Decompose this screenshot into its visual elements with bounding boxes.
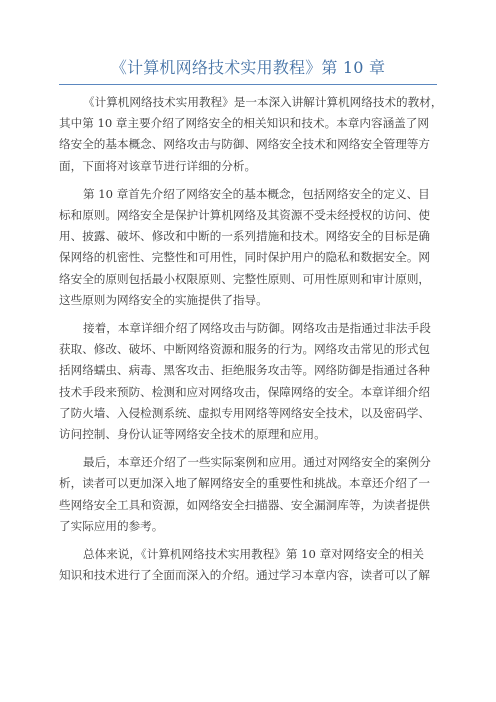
paragraph-line: 最后，本章还介绍了一些实际案例和应用。通过对网络安全的案例分 — [83, 455, 431, 470]
paragraph-line: 接着，本章详细介绍了网络攻击与防御。网络攻击是指通过非法手段 — [83, 321, 431, 336]
paragraph — [59, 544, 439, 586]
document-body — [59, 92, 443, 593]
paragraph-line: 络安全的原则包括最小权限原则、完整性原则、可用性原则和审计原则， — [59, 271, 431, 286]
paragraph — [59, 184, 439, 311]
paragraph-line: 《计算机网络技术实用教程》是一本深入讲解计算机网络技术的教材， — [83, 95, 443, 109]
paragraph-line: 了防火墙、入侵检测系统、虚拟专用网络等网络安全技术，以及密码学、 — [59, 405, 431, 420]
paragraph-line: 保网络的机密性、完整性和可用性，同时保护用户的隐私和数据安全。网 — [59, 250, 431, 265]
paragraph-line: 括网络蠕虫、病毒、黑客攻击、拒绝服务攻击等。网络防御是指通过各种 — [59, 363, 431, 378]
paragraph — [59, 318, 439, 445]
paragraph-line: 第 10 章首先介绍了网络安全的基本概念，包括网络安全的定义、目 — [83, 186, 430, 201]
paragraph-line: 这些原则为网络安全的实施提供了指导。 — [59, 292, 268, 307]
paragraph-line: 面，下面将对该章节进行详细的分析。 — [59, 158, 257, 173]
paragraph-line: 技术手段来预防、检测和应对网络攻击，保障网络的安全。本章详细介绍 — [59, 384, 431, 399]
paragraph-line: 络安全的基本概念、网络攻击与防御、网络安全技术和网络安全管理等方 — [59, 137, 431, 152]
paragraph — [59, 92, 443, 177]
title-underline — [59, 84, 437, 85]
paragraph-line: 访问控制、身份认证等网络安全技术的原理和应用。 — [59, 427, 326, 442]
document-title: 《计算机网络技术实用教程》第 10 章 — [110, 58, 386, 77]
paragraph-line: 知识和技术进行了全面而深入的介绍。通过学习本章内容，读者可以了解 — [59, 568, 431, 583]
paragraph-line: 些网络安全工具和资源，如网络安全扫描器、安全漏洞库等，为读者提供 — [59, 497, 431, 512]
paragraph-line: 获取、修改、破坏、中断网络资源和服务的行为。网络攻击常见的形式包 — [59, 342, 431, 357]
paragraph-line: 其中第 10 章主要介绍了网络安全的相关知识和技术。本章内容涵盖了网 — [59, 116, 429, 131]
paragraph-line: 了实际应用的参考。 — [59, 518, 164, 533]
paragraph-line: 标和原则。网络安全是保护计算机网络及其资源不受未经授权的访问、使 — [59, 208, 431, 223]
paragraph-line: 析，读者可以更加深入地了解网络安全的重要性和挑战。本章还介绍了一 — [59, 476, 431, 491]
paragraph-line: 总体来说，《计算机网络技术实用教程》第 10 章对网络安全的相关 — [83, 547, 424, 562]
paragraph-line: 用、披露、破坏、修改和中断的一系列措施和技术。网络安全的目标是确 — [59, 229, 431, 244]
paragraph — [59, 452, 439, 537]
